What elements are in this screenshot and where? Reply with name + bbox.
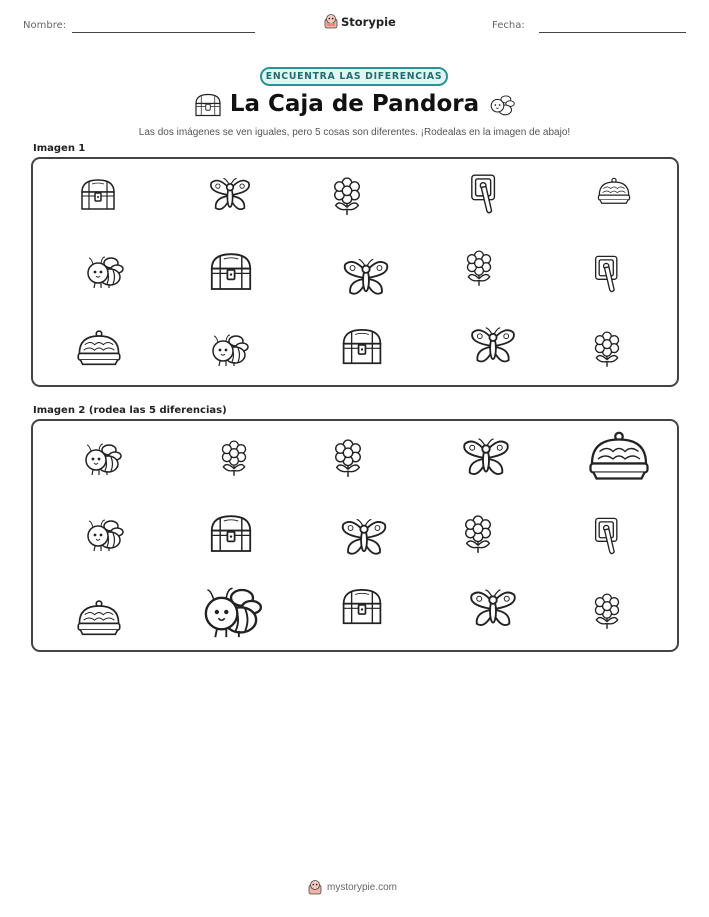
flower-icon[interactable] [591, 586, 623, 636]
dome-box-icon [596, 175, 632, 207]
butterfly-icon [208, 174, 252, 218]
activity-badge: ENCUENTRA LAS DIFERENCIAS [260, 67, 448, 86]
instructions: Las dos imágenes se ven iguales, pero 5 cosas son diferentes. ¡Rodealas en la imagen de abajo! [138, 127, 571, 138]
date-line[interactable] [539, 32, 686, 33]
name-label: Nombre: [23, 20, 67, 31]
bee-icon[interactable] [198, 581, 264, 643]
page-title: La Caja de Pandora [229, 91, 480, 117]
flower-icon [591, 324, 623, 374]
treasure-chest-icon [207, 249, 255, 293]
butterfly-icon [469, 324, 517, 370]
flower-icon [330, 174, 364, 218]
bee-icon [83, 251, 125, 293]
storypie-logo-icon [308, 880, 322, 895]
bee-icon [208, 329, 250, 371]
lever-icon [469, 172, 501, 216]
treasure-chest-icon [339, 324, 385, 368]
image2-label: Imagen 2 (rodea las 5 diferencias) [33, 405, 227, 416]
flower-icon [463, 247, 495, 289]
storypie-logo-icon [324, 14, 338, 29]
flower-icon[interactable] [461, 511, 495, 557]
butterfly-icon[interactable] [468, 587, 518, 633]
flower-icon[interactable] [331, 436, 365, 480]
date-label: Fecha: [492, 20, 525, 31]
flower-icon[interactable] [218, 436, 250, 480]
dome-box-icon[interactable] [75, 597, 123, 639]
treasure-chest-icon [78, 174, 118, 214]
butterfly-icon[interactable] [461, 436, 511, 482]
lever-icon[interactable] [593, 515, 623, 557]
image1-panel [31, 157, 679, 387]
footer [308, 880, 397, 895]
butterfly-icon[interactable] [339, 517, 389, 561]
bee-icon[interactable] [83, 514, 125, 556]
dome-box-icon [75, 327, 123, 369]
title-bee-icon [487, 91, 515, 123]
brand-name: Storypie [341, 14, 396, 29]
bee-icon[interactable] [81, 438, 123, 480]
lever-icon [593, 253, 623, 295]
treasure-chest-icon[interactable] [207, 511, 255, 555]
image2-panel[interactable] [31, 419, 679, 652]
dome-box-icon[interactable] [586, 428, 652, 484]
image1-label: Imagen 1 [33, 143, 86, 154]
brand [324, 14, 396, 29]
name-line[interactable] [72, 32, 255, 33]
treasure-chest-icon[interactable] [339, 584, 385, 628]
butterfly-icon [341, 257, 391, 301]
footer-url[interactable]: mystorypie.com [327, 882, 398, 893]
